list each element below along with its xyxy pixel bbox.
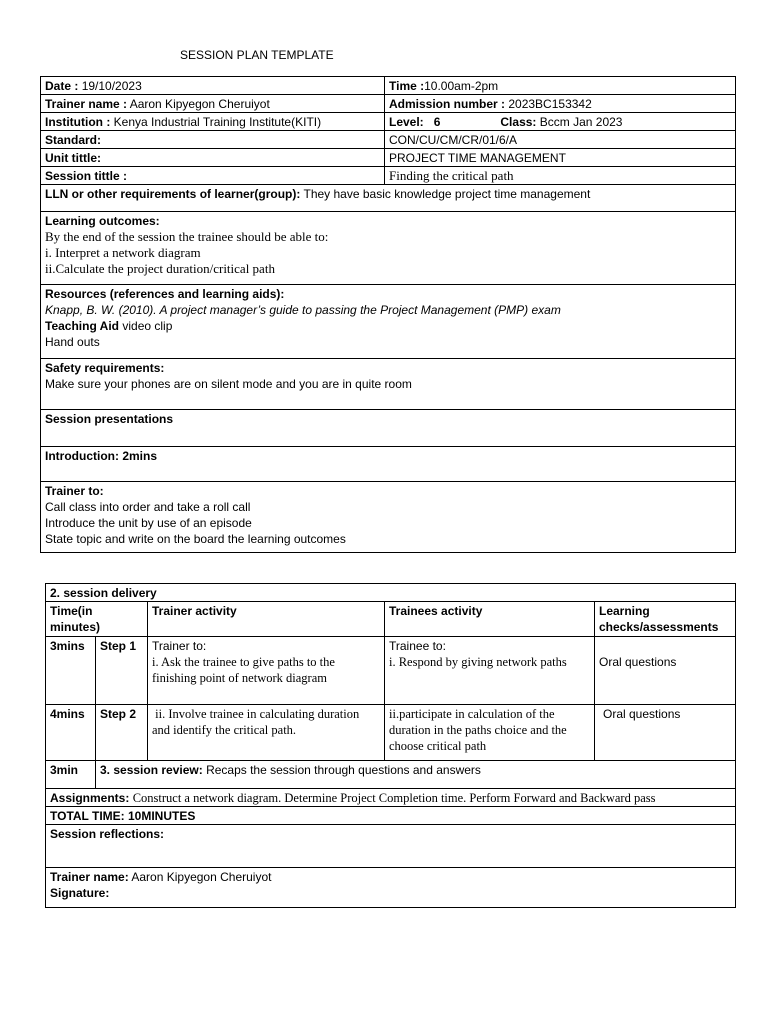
step1-trainer-text: i. Ask the trainee to give paths to the finishing point of network diagram xyxy=(152,655,335,685)
review-label: 3. session review: xyxy=(100,763,203,777)
step2-check: Oral questions xyxy=(595,705,736,761)
introduction: Introduction: 2mins xyxy=(41,447,736,482)
col-trainer-header: Trainer activity xyxy=(148,602,385,637)
review-text: Recaps the session through questions and answers xyxy=(206,763,481,777)
level-label: Level: xyxy=(389,115,424,129)
assignments-label: Assignments: xyxy=(50,791,130,805)
level-class-cell xyxy=(385,113,736,131)
trainer-label: Trainer name : xyxy=(45,97,128,111)
safety-cell xyxy=(41,359,736,410)
trainer-to-item: Call class into order and take a roll call xyxy=(45,500,251,514)
trainer-value: Aaron Kipyegon Cheruiyot xyxy=(129,97,270,111)
admission-value: 2023BC153342 xyxy=(508,97,592,111)
step2-trainer-text: ii. Involve trainee in calculating duration and identify the critical path. xyxy=(148,705,385,761)
step2-time: 4mins xyxy=(46,705,96,761)
date-cell xyxy=(41,77,385,95)
trainer-name-label: Trainer name: xyxy=(50,870,129,884)
signature-label: Signature: xyxy=(50,886,110,900)
time-value: 10.00am-2pm xyxy=(424,79,499,93)
session-title-value: Finding the critical path xyxy=(385,167,736,185)
date-value: 19/10/2023 xyxy=(81,79,142,93)
step1-trainee-text: i. Respond by giving network paths xyxy=(389,655,567,669)
review-time: 3min xyxy=(46,761,96,789)
standard-label-cell: Standard: xyxy=(41,131,385,149)
trainer-name-value: Aaron Kipyegon Cheruiyot xyxy=(131,870,272,884)
session-title-label-cell: Session tittle : xyxy=(41,167,385,185)
col-checks-header: Learning checks/assessments xyxy=(595,602,736,637)
step2-trainee-text: ii.participate in calculation of the duration in the paths choice and the choose critical path xyxy=(385,705,595,761)
trainer-to-item: State topic and write on the board the learning outcomes xyxy=(45,532,346,546)
handouts: Hand outs xyxy=(45,335,100,349)
institution-label: Institution : xyxy=(45,115,111,129)
admission-label: Admission number : xyxy=(389,97,506,111)
resources-cell xyxy=(41,285,736,359)
class-value: Bccm Jan 2023 xyxy=(539,115,623,129)
session-presentations: Session presentations xyxy=(41,410,736,447)
safety-value: Make sure your phones are on silent mode and you are in quite room xyxy=(45,377,412,391)
resources-label: Resources (references and learning aids): xyxy=(45,287,285,301)
step1-time: 3mins xyxy=(46,637,96,705)
lln-cell xyxy=(41,185,736,212)
learning-outcomes-cell xyxy=(41,212,736,285)
review-cell xyxy=(96,761,736,789)
time-label: Time : xyxy=(389,79,425,93)
assignments-cell xyxy=(46,789,736,807)
unit-value: PROJECT TIME MANAGEMENT xyxy=(385,149,736,167)
lln-value: They have basic knowledge project time management xyxy=(303,187,591,201)
trainer-to-item: Introduce the unit by use of an episode xyxy=(45,516,252,530)
session-plan-table xyxy=(40,76,736,553)
time-cell xyxy=(385,77,736,95)
total-time: TOTAL TIME: 10MINUTES xyxy=(46,807,736,825)
learning-outcome-item: ii.Calculate the project duration/critical path xyxy=(45,261,275,276)
level-value: 6 xyxy=(433,115,441,129)
session-reflections: Session reflections: xyxy=(46,825,736,868)
lln-label: LLN or other requirements of learner(group): xyxy=(45,187,301,201)
col-trainees-header: Trainees activity xyxy=(385,602,595,637)
learning-outcome-item: i. Interpret a network diagram xyxy=(45,245,201,260)
step1-label: Step 1 xyxy=(96,637,148,705)
assignments-text: Construct a network diagram. Determine Project Completion time. Perform Forward and Backward pass xyxy=(132,791,656,805)
learning-outcomes-intro: By the end of the session the trainee should be able to: xyxy=(45,229,329,244)
class-label: Class: xyxy=(500,115,537,129)
standard-value: CON/CU/CM/CR/01/6/A xyxy=(385,131,736,149)
step1-check: Oral questions xyxy=(595,637,736,705)
trainer-to-cell xyxy=(41,482,736,553)
institution-cell xyxy=(41,113,385,131)
resources-reference: Knapp, B. W. (2010). A project manager’s guide to passing the Project Management (PMP) exam xyxy=(45,303,561,317)
institution-value: Kenya Industrial Training Institute(KITI) xyxy=(113,115,322,129)
step1-trainer-head: Trainer to: xyxy=(152,639,207,653)
page-title: SESSION PLAN TEMPLATE xyxy=(180,48,334,62)
unit-label-cell: Unit tittle: xyxy=(41,149,385,167)
admission-cell xyxy=(385,95,736,113)
step1-trainee-head: Trainee to: xyxy=(389,639,446,653)
step1-trainer-activity xyxy=(148,637,385,705)
teaching-aid-value: video clip xyxy=(122,319,173,333)
delivery-heading: 2. session delivery xyxy=(46,584,736,602)
date-label: Date : xyxy=(45,79,79,93)
safety-label: Safety requirements: xyxy=(45,361,165,375)
step1-trainee-activity xyxy=(385,637,595,705)
trainer-signature-cell xyxy=(46,868,736,908)
learning-outcomes-label: Learning outcomes: xyxy=(45,214,160,228)
teaching-aid-label: Teaching Aid xyxy=(45,319,120,333)
trainer-cell xyxy=(41,95,385,113)
col-time-header: Time(in minutes) xyxy=(46,602,148,637)
trainer-to-label: Trainer to: xyxy=(45,484,104,498)
session-delivery-table xyxy=(45,583,736,908)
step2-label: Step 2 xyxy=(96,705,148,761)
